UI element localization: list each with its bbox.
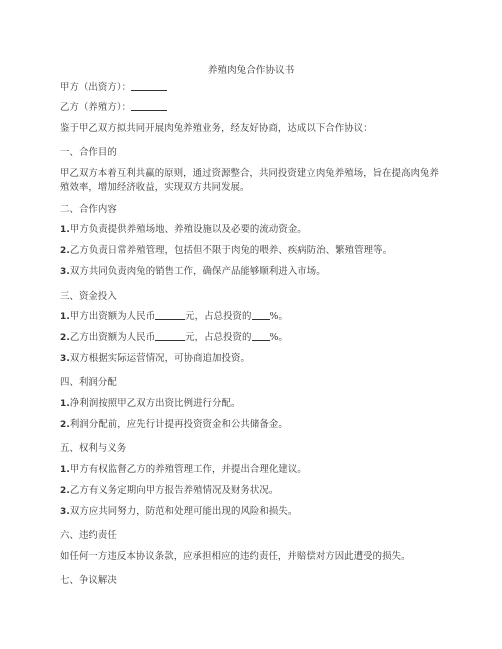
party-b-label: 乙方（养殖方）： [60,102,132,113]
document-title: 养殖肉兔合作协议书 [207,65,295,76]
list-item: 3.双方根据实际运营情况，可协商追加投资。 [60,353,250,364]
party-a-blank [131,81,167,91]
list-item: 2.乙方出资额为人民币 元，占总投资的 %。 [60,332,288,343]
amount-blank [155,331,185,341]
percent-blank [252,331,270,341]
list-item: 2.乙方负责日常养殖管理，包括但不限于肉兔的喂养、疾病防治、繁殖管理等。 [60,245,393,256]
section-heading: 三、资金投入 [60,291,117,302]
section-heading: 一、合作目的 [60,147,117,158]
intro-paragraph: 鉴于甲乙双方拟共同开展肉兔养殖业务，经友好协商，达成以下合作协议： [60,123,373,134]
list-item: 1.甲方有权监督乙方的养殖管理工作，并提出合理化建议。 [60,464,307,475]
section-heading: 二、合作内容 [60,204,117,215]
list-item: 2.乙方有义务定期向甲方报告养殖情况及财务状况。 [60,485,279,496]
section-heading: 六、违约责任 [60,530,117,541]
list-item: 1.净利润按照甲乙双方出资比例进行分配。 [60,398,241,409]
section-heading: 七、争议解决 [60,575,117,586]
list-item: 3.双方应共同努力，防范和处理可能出现的风险和损失。 [60,506,298,517]
list-item: 1.甲方出资额为人民币 元，占总投资的 %。 [60,311,288,322]
list-item: 3.双方共同负责肉兔的销售工作，确保产品能够顺利进入市场。 [60,266,326,277]
section-paragraph: 甲乙双方本着互利共赢的原则，通过资源整合，共同投资建立肉兔养殖场，旨在提高肉兔养殖效率，增加经济收益，实现双方共同发展。 [60,168,440,193]
party-b-line [60,101,472,115]
section-paragraph: 如任何一方违反本协议条款，应承担相应的违约责任，并赔偿对方因此遭受的损失。 [60,551,411,562]
list-item: 1.甲方负责提供养殖场地、养殖设施以及必要的流动资金。 [60,224,307,235]
amount-blank [155,310,185,320]
list-item: 2.利润分配前，应先行计提再投资资金和公共储备金。 [60,419,288,430]
party-b-blank [131,101,167,111]
section-heading: 四、利润分配 [60,377,117,388]
section-heading: 五、权利与义务 [60,443,127,454]
party-a-line [60,81,472,95]
party-a-label: 甲方（出资方）： [60,82,132,93]
percent-blank [252,310,270,320]
